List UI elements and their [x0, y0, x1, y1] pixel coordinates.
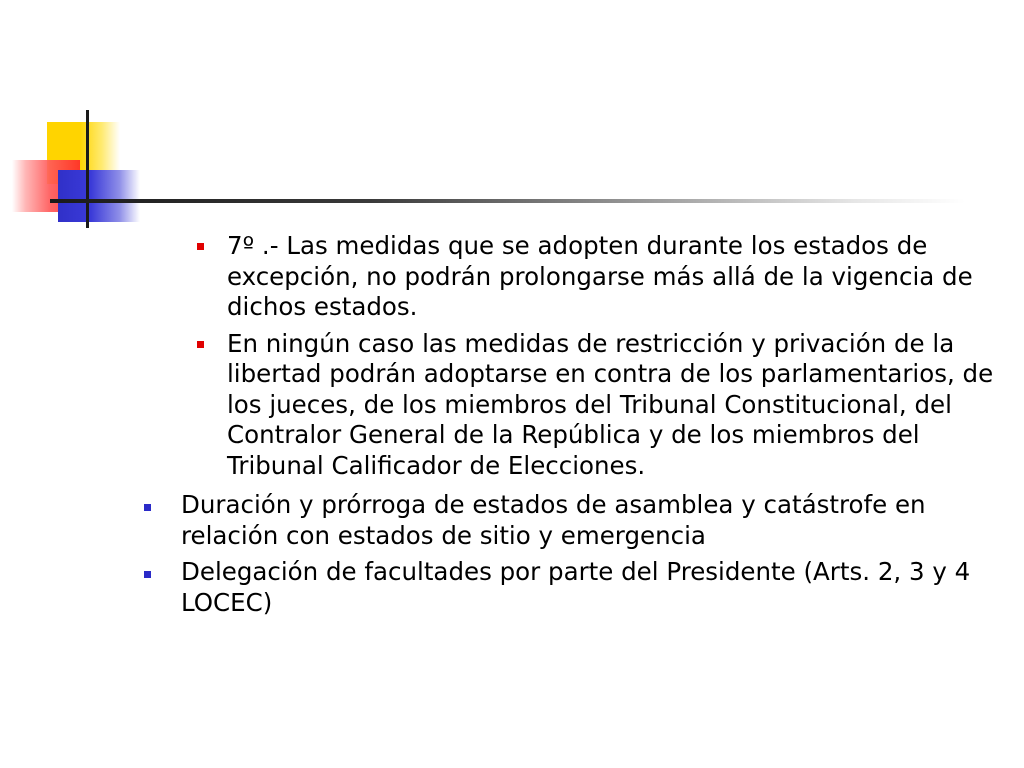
sub-bullet-list	[196, 231, 996, 487]
list-item-text: En ningún caso las medidas de restricción y privación de la libertad podrán adoptarse en contra de los parlamentarios, de los jueces, de los miembros del Tribunal Constitucional, del Contralor General de la República y de los miembros del Tribunal Calificador de Elecciones.	[227, 328, 994, 480]
square-bullet-icon	[197, 243, 204, 250]
list-item	[142, 490, 1002, 551]
title-underline	[50, 199, 965, 203]
list-item	[142, 557, 1002, 618]
list-item	[196, 231, 996, 323]
list-item-text: Delegación de facultades por parte del Presidente (Arts. 2, 3 y 4 LOCEC)	[181, 557, 971, 617]
vertical-divider	[86, 110, 89, 228]
list-item-text: 7º .- Las medidas que se adopten durante los estados de excepción, no podrán prolongarse más allá de la vigencia de dichos estados.	[227, 231, 973, 321]
square-bullet-icon	[144, 571, 151, 578]
list-item	[196, 329, 996, 482]
square-bullet-icon	[144, 504, 151, 511]
square-bullet-icon	[197, 341, 204, 348]
blue-square	[58, 170, 140, 222]
bullet-list	[142, 490, 1002, 624]
list-item-text: Duración y prórroga de estados de asamblea y catástrofe en relación con estados de sitio y emergencia	[181, 490, 926, 550]
